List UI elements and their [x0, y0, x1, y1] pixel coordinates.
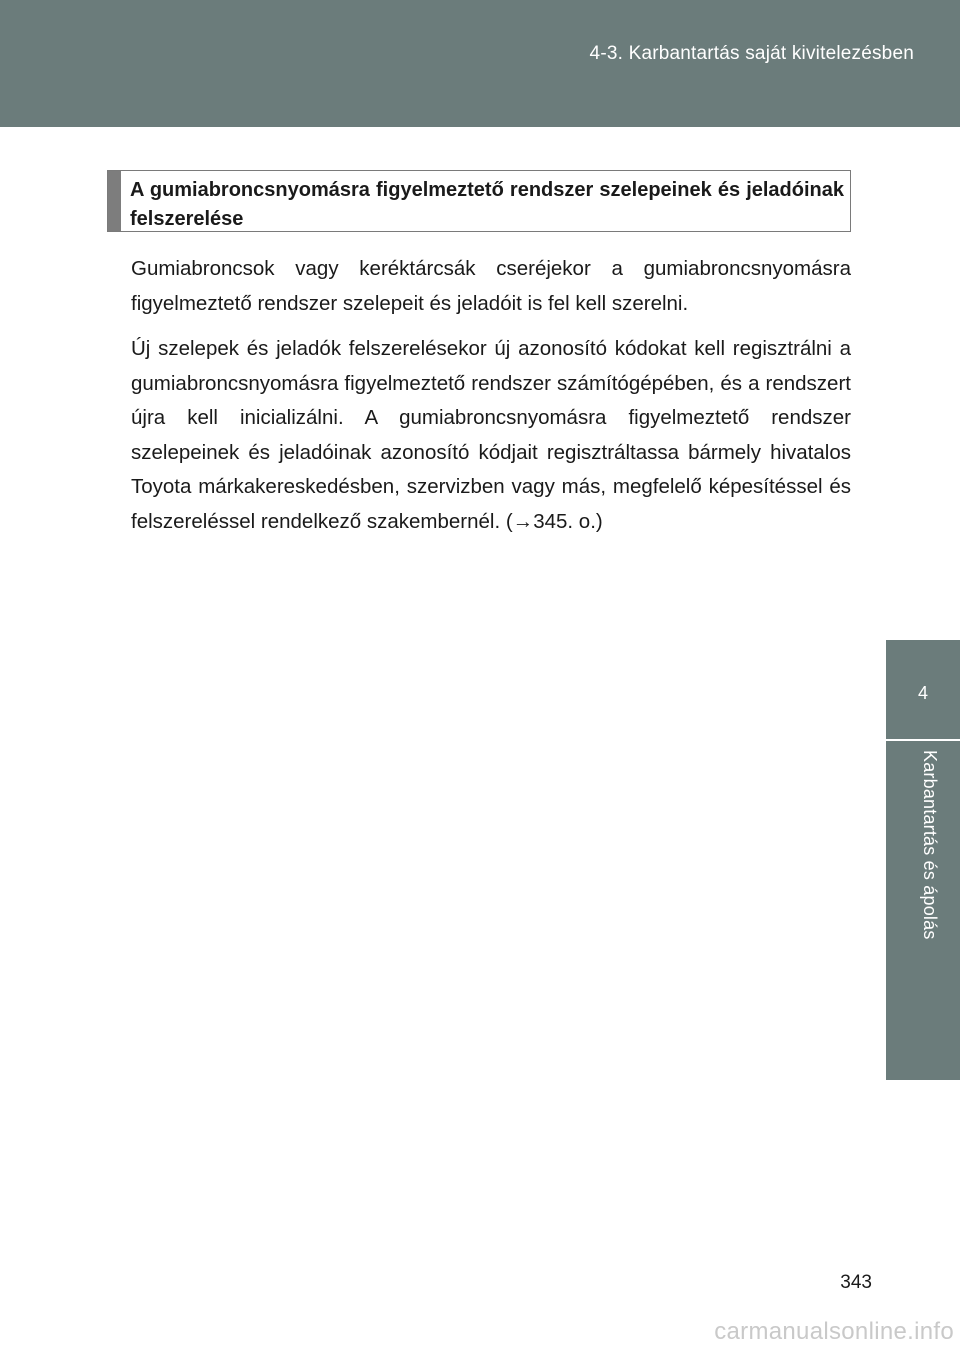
chapter-side-tab [886, 640, 960, 1080]
section-heading-box [107, 170, 851, 232]
section-heading-bar [108, 171, 121, 231]
watermark: carmanualsonline.info [714, 1318, 954, 1345]
page-number: 343 [840, 1272, 872, 1293]
body-content [131, 252, 851, 550]
header-band [0, 0, 960, 127]
paragraph-2: Új szelepek és jeladók felszerelésekor új azonosító kódokat kell regisztrálni a gumiabroncsnyomásra figyelmeztető rendszer számítógépében, és a rendszert újra kell inicializálni. A gumiabroncsnyomásra figyelmeztető rendszer szelepeinek és jeladóinak azonosító kódjait regisztráltassa bármely hivatalos Toyota márkakereskedésben, szervizben vagy más, megfelelő képesítéssel és felszereléssel rendelkező szakembernél. (→345. o.) [131, 337, 851, 533]
chapter-tab-label: Karbantartás és ápolás [920, 750, 940, 940]
chapter-header-title: 4-3. Karbantartás saját kivitelezésben [589, 43, 914, 64]
paragraph-1: Gumiabroncsok vagy keréktárcsák cseréjekor a gumiabroncsnyomásra figyelmeztető rendszer szelepeit és jeladóit is fel kell szerelni. [131, 257, 851, 315]
section-title: A gumiabroncsnyomásra figyelmeztető rendszer szelepeinek és jeladóinak felszerelése [130, 179, 844, 230]
chapter-tab-number: 4 [917, 683, 928, 703]
chapter-tab-divider [886, 739, 960, 741]
